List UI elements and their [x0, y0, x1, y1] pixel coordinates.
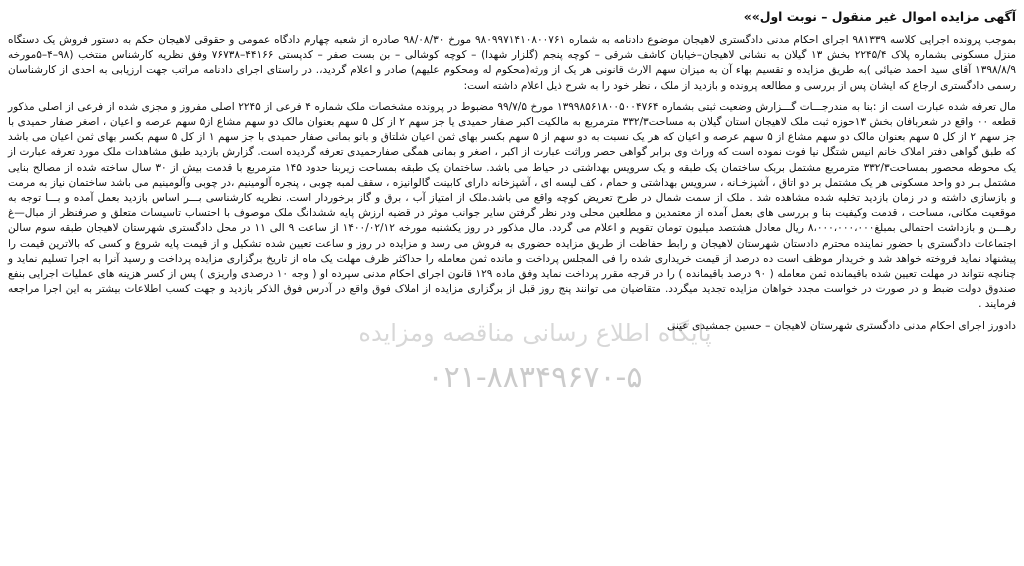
- notice-paragraph-intro: بموجب پرونده اجرایی کلاسه ۹۸۱۳۳۹ اجرای احکام مدنی دادگستری لاهیجان موضوع دادنامه به شماره ۹۸۰۹۹۷۱۴۱۰۸۰۰۷۶۱ مورخ ۹۸/۰۸/۳۰ صادره از شعبه چهارم دادگاه عمومی و حقوقی لاهیجان حکم به دستور فروش یک دستگاه منزل مسکونی بشماره پلاک ۲۲۴۵/۴ بخش ۱۳ گیلان به نشانی لاهیجان–خیابان کاشف شرقی – کوچه پنجم (گلزار شهدا) – کوچه کوشالی – بن بست صفر – کدپستی ۴۴۱۶۶–۷۶۷۳۸ وفق نظریه کارشناس منتخب (۹۸–۴–۵مورخه ۱۳۹۸/۸/۹ آقای سید احمد ضیائی )به طریق مزایده و تقسیم بهاء آن به میزان سهم الارث قانونی هر یک از ورثه(محکوم له ومحکوم علیهم) صادر و اعلام گردید،. در راستای اجرای دادنامه مراتب جهت ارزیابی به احدی از کارشناسان رسمی دادگستری ارجاع که ایشان پس از بررسی و مطالعه پرونده و بازدید از ملک ، نظر خود را به شرح ذیل اعلام داشته است:: [8, 34, 1016, 92]
- notice-title: آگهی مزایده اموال غیر منقول – نوبت اول»»: [743, 9, 1016, 24]
- auction-notice: [8, 6, 1016, 562]
- watermark-phone: ۰۲۱-۸۸۳۴۹۶۷۰-۵: [427, 360, 643, 395]
- notice-signature: دادورز اجرای احکام مدنی دادگستری شهرستان لاهیجان – حسین جمشیدی عینی: [667, 319, 1016, 332]
- notice-paragraph-details: مال تعرفه شده عبارت است از :بنا به مندرجـــات گـــزارش وضعیت ثبتی بشماره ۱۳۹۹۸۵۶۱۸۰۰۵۰۰۴۷۶۴ مورخ ۹۹/۷/۵ مضبوط در پرونده مشخصات ملک شماره ۴ فرعی از ۲۲۴۵ اصلی مفروز و مجزی شده از فرعی از اصلی مذکور قطعه ۰۰ واقع در شعربافان بخش ۱۳حوزه ثبت ملک لاهیجان استان گیلان به مساحت۳۳۲/۳ مترمربع به مالکیت اکبر صفار حمیدی یا جز سهم ۲ از کل ۵ سهم بعنوان مالک دو سهم مشاع از۵ سهم عرصه و اعیان ، اصغر صفار حمیدی با جز سهم ۲ از کل ۵ سهم بعنوان مالک دو سهم مشاع از ۵ سهم عرصه و اعیان که هر یک نسبت به دو سهم از ۵ سهم بکسر بهای ثمن اعیان شلتاق و بانو بمانی صفار حمیدی با جز سهم ۱ از کل ۵ سهم بکسر بهای ثمن اعیان می باشد که طبق گواهی دفتر املاک خانم انیس شتگل نیا فوت نموده است که وراث وی برابر گواهی حصر وراثت عبارت از اکبر ، اصغر و بمانی همگی صفارحمیدی تعرفه گردیده است. گزارش بازدید طبق مشاهدات ملک مورد تعرفه عبارت از یک محوطه محصور بمساحت۳۳۲/۳ مترمربع مشتمل بربک ساختمان یک طبقه و یک سرویس بهداشتی در حیاط می باشد. ساختمان یک طبقه بمساحت زیربنا حدود ۱۴۵ مترمربع با قدمت بیش از ۳۰ سال ساخته شده از مصالح بنایی مشتمل بـر دو واحد مسکونی هر یک مشتمل بر دو اتاق ، آشپزخـانه ، سرویس بهداشتی و حمام ، کف لیسه ای ، آشپزخانه دارای کابینت گالوانیزه ، سقف لمبه چوبی ، پنجره آلومینیم ،در چوبی وآلومینیم می باشد ساختمان نیاز به مرمت و بازسازی داشته و در زمان بازدید تخلیه شده مشاهده شد . ملک از سمت شمال در طرح تعریض کوچه واقع می باشد.ملک از امتیاز آب ، برق و گاز برخوردار است. نظریه کارشناسی بـــر اساس بازدید بعمل آمده و بـــا توجه به موقعیت مکانی، مساحت ، قدمت وکیفیت بنا و بررسی های بعمل آمده از معتمدین و مطلعین محلی ودر نظر گرفتن سایر جوانب موثر در قضیه ارزش پایه ششدانگ ملک موصوف با احتساب تاسیسات متعلق و صرفنظر از مبال—غ رهـــن و بازداشت احتمالی بمبلغ۸،۰۰۰،۰۰۰،۰۰۰ ریال معادل هشتصد میلیون تومان تقویم و اعلام می گردد. مال مذکور در روز یکشنبه مورخه ۱۴۰۰/۰۲/۱۲ از ساعت ۹ الی ۱۱ در محل دادگستری شهرستان لاهیجان طبقه سوم سالن اجتماعات دادگستری با حضور نماینده محترم دادستان شهرستان لاهیجان و رابط حفاظت از طریق مزایده حضوری به فروش می رسد و مزایده در روز و ساعت تعیین شده تشکیل و از قیمت پایه شروع و کسی که بالاترین قیمت را پیشنهاد نماید فروخته خواهد شد و خریدار موظف است ده درصد از قیمت خریداری شده را فی المجلس پرداخت و مانده ثمن معامله را حداکثر ظرف مهلت یک ماه از تاریخ برگزاری مزایده پرداخت و رسید آنرا به اجرا تسلیم نماید و چنانچه نتواند در مهلت تعیین شده باقیمانده ثمن معامله ( ۹۰ درصد باقیمانده ) را در قرجه مقرر پرداخت نماید وفق ماده ۱۲۹ قانون اجرای احکام مدنی سپرده او ( وجه ۱۰ درصدی واریزی ) پس از کسر هزینه های عملیات اجرایی بنفع صندوق دولت ضبط و در صورت در خواست مجدد خواهان مزایده تجدید میگردد. متقاضیان می توانند پنج روز قبل از برگزاری مزایده از املاک فوق واقع در آدرس فوق الذکر بازدید و جهت کسب اطلاعات بیشتر به این اجرا مراجعه فرمایند .: [8, 100, 1017, 311]
- watermark-org-text: پایگاه اطلاع رسانی مناقصه ومزایده: [358, 319, 712, 347]
